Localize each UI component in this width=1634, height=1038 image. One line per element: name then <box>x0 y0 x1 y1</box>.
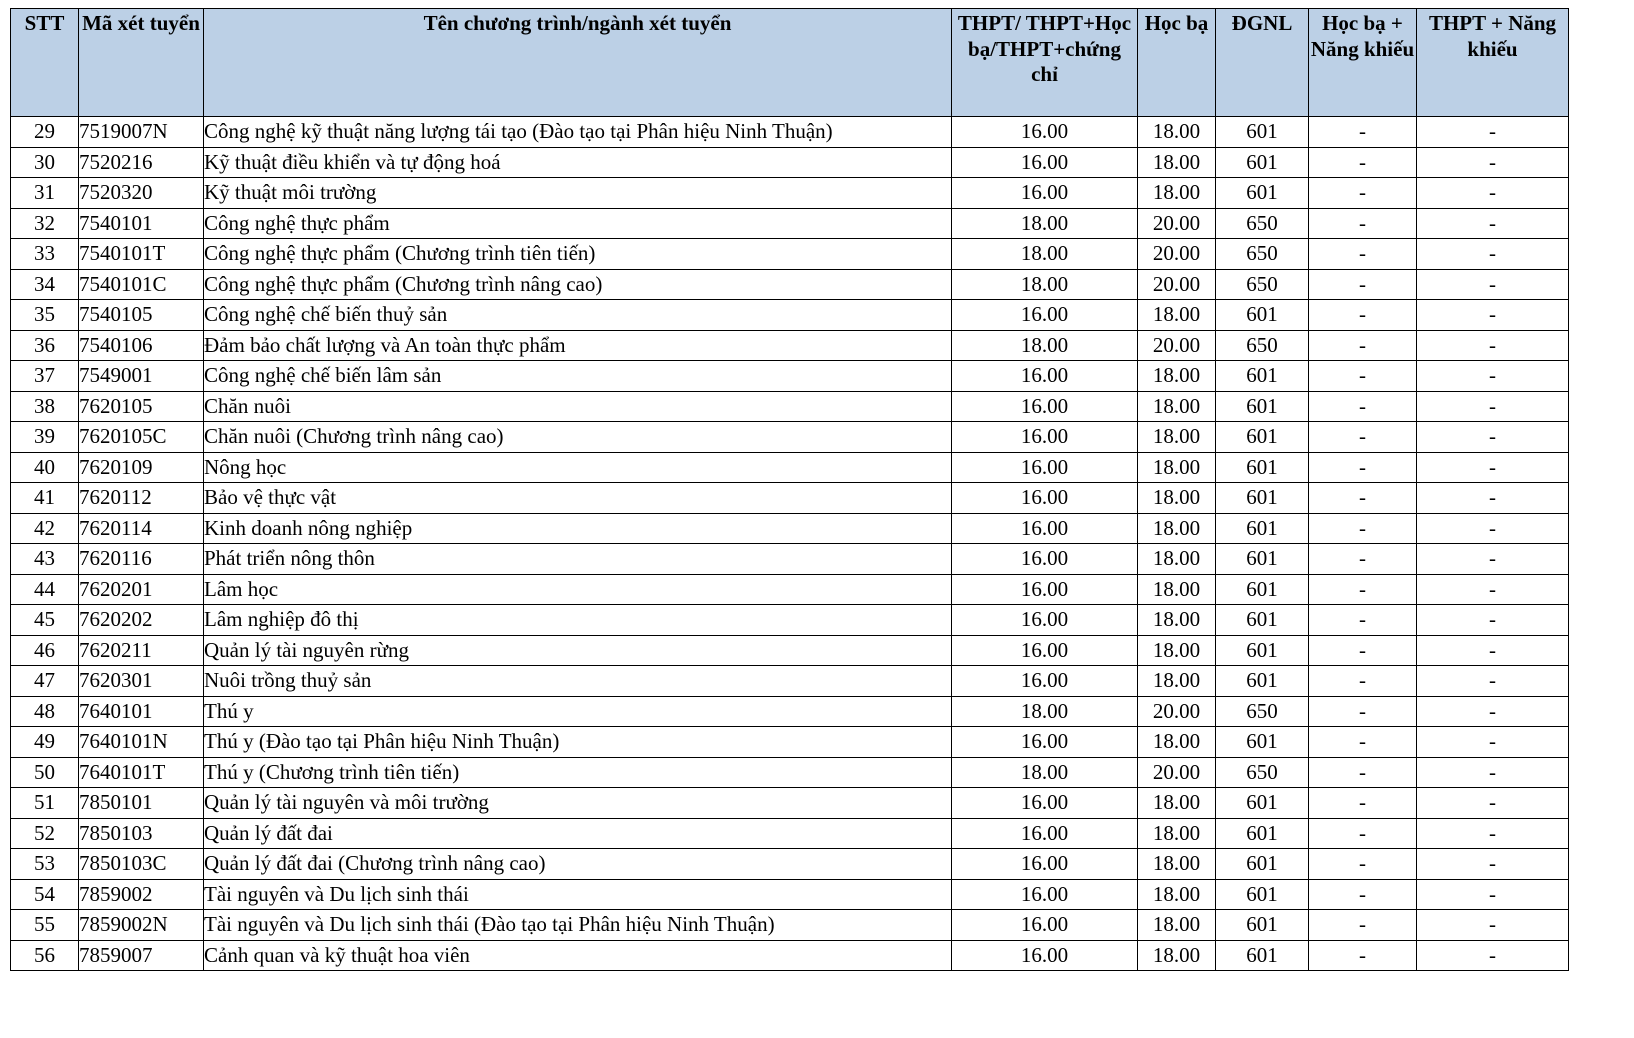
cell-program-name: Cảnh quan và kỹ thuật hoa viên <box>204 940 952 971</box>
cell-hocba-nangkhieu: - <box>1309 361 1417 392</box>
cell-hocba-score: 20.00 <box>1138 239 1216 270</box>
cell-stt: 45 <box>11 605 79 636</box>
cell-hocba-nangkhieu: - <box>1309 605 1417 636</box>
cell-stt: 37 <box>11 361 79 392</box>
table-row <box>11 910 1569 941</box>
table-row <box>11 391 1569 422</box>
cell-dgnl-score: 601 <box>1216 574 1309 605</box>
header-hocba-nangkhieu: Học bạ + Năng khiếu <box>1309 9 1417 117</box>
table-row <box>11 574 1569 605</box>
cell-dgnl-score: 650 <box>1216 696 1309 727</box>
cell-hocba-nangkhieu: - <box>1309 788 1417 819</box>
header-thpt-nangkhieu: THPT + Năng khiếu <box>1417 9 1569 117</box>
cell-stt: 41 <box>11 483 79 514</box>
table-row <box>11 818 1569 849</box>
cell-code: 7850101 <box>79 788 204 819</box>
cell-dgnl-score: 601 <box>1216 544 1309 575</box>
cell-thpt-nangkhieu: - <box>1417 818 1569 849</box>
cell-hocba-nangkhieu: - <box>1309 300 1417 331</box>
cell-code: 7640101 <box>79 696 204 727</box>
cell-thpt-score: 16.00 <box>952 452 1138 483</box>
cell-thpt-nangkhieu: - <box>1417 940 1569 971</box>
cell-hocba-score: 18.00 <box>1138 818 1216 849</box>
cell-program-name: Thú y (Chương trình tiên tiến) <box>204 757 952 788</box>
table-row <box>11 361 1569 392</box>
cell-hocba-nangkhieu: - <box>1309 727 1417 758</box>
cell-hocba-score: 18.00 <box>1138 727 1216 758</box>
cell-thpt-nangkhieu: - <box>1417 239 1569 270</box>
cell-thpt-score: 16.00 <box>952 391 1138 422</box>
cell-stt: 51 <box>11 788 79 819</box>
table-row <box>11 666 1569 697</box>
cell-thpt-nangkhieu: - <box>1417 788 1569 819</box>
cell-thpt-nangkhieu: - <box>1417 849 1569 880</box>
cell-dgnl-score: 601 <box>1216 452 1309 483</box>
cell-thpt-nangkhieu: - <box>1417 727 1569 758</box>
cell-hocba-score: 18.00 <box>1138 513 1216 544</box>
table-row <box>11 147 1569 178</box>
cell-thpt-score: 16.00 <box>952 849 1138 880</box>
cell-code: 7540101 <box>79 208 204 239</box>
cell-hocba-nangkhieu: - <box>1309 544 1417 575</box>
cell-program-name: Bảo vệ thực vật <box>204 483 952 514</box>
cell-hocba-score: 20.00 <box>1138 269 1216 300</box>
cell-dgnl-score: 601 <box>1216 605 1309 636</box>
cell-hocba-score: 18.00 <box>1138 422 1216 453</box>
cell-stt: 39 <box>11 422 79 453</box>
cell-hocba-score: 18.00 <box>1138 666 1216 697</box>
cell-stt: 52 <box>11 818 79 849</box>
cell-dgnl-score: 601 <box>1216 666 1309 697</box>
cell-dgnl-score: 650 <box>1216 208 1309 239</box>
cell-thpt-nangkhieu: - <box>1417 117 1569 148</box>
cell-dgnl-score: 601 <box>1216 422 1309 453</box>
cell-code: 7620202 <box>79 605 204 636</box>
table-row <box>11 757 1569 788</box>
cell-code: 7620201 <box>79 574 204 605</box>
cell-dgnl-score: 650 <box>1216 239 1309 270</box>
cell-thpt-nangkhieu: - <box>1417 574 1569 605</box>
cell-hocba-score: 18.00 <box>1138 391 1216 422</box>
cell-hocba-score: 18.00 <box>1138 147 1216 178</box>
cell-hocba-nangkhieu: - <box>1309 239 1417 270</box>
cell-thpt-score: 16.00 <box>952 544 1138 575</box>
cell-thpt-nangkhieu: - <box>1417 513 1569 544</box>
cell-hocba-nangkhieu: - <box>1309 269 1417 300</box>
cell-hocba-nangkhieu: - <box>1309 635 1417 666</box>
cell-thpt-nangkhieu: - <box>1417 391 1569 422</box>
cell-hocba-nangkhieu: - <box>1309 910 1417 941</box>
cell-stt: 34 <box>11 269 79 300</box>
cell-hocba-score: 18.00 <box>1138 178 1216 209</box>
cell-program-name: Kỹ thuật điều khiển và tự động hoá <box>204 147 952 178</box>
table-header <box>11 9 1569 117</box>
cell-thpt-score: 18.00 <box>952 696 1138 727</box>
table-row <box>11 727 1569 758</box>
cell-dgnl-score: 601 <box>1216 849 1309 880</box>
table-row <box>11 178 1569 209</box>
table-row <box>11 330 1569 361</box>
header-row <box>11 9 1569 117</box>
table-row <box>11 269 1569 300</box>
table-row <box>11 300 1569 331</box>
cell-code: 7540105 <box>79 300 204 331</box>
cell-hocba-nangkhieu: - <box>1309 208 1417 239</box>
cell-program-name: Quản lý tài nguyên và môi trường <box>204 788 952 819</box>
cell-thpt-score: 18.00 <box>952 330 1138 361</box>
cell-stt: 46 <box>11 635 79 666</box>
cell-hocba-nangkhieu: - <box>1309 666 1417 697</box>
cell-hocba-nangkhieu: - <box>1309 147 1417 178</box>
admissions-table <box>10 8 1569 971</box>
cell-program-name: Phát triển nông thôn <box>204 544 952 575</box>
header-hocba: Học bạ <box>1138 9 1216 117</box>
cell-hocba-score: 18.00 <box>1138 910 1216 941</box>
cell-code: 7850103C <box>79 849 204 880</box>
cell-thpt-nangkhieu: - <box>1417 452 1569 483</box>
cell-thpt-nangkhieu: - <box>1417 269 1569 300</box>
cell-thpt-score: 16.00 <box>952 574 1138 605</box>
table-row <box>11 696 1569 727</box>
cell-program-name: Quản lý đất đai <box>204 818 952 849</box>
cell-thpt-nangkhieu: - <box>1417 544 1569 575</box>
cell-dgnl-score: 601 <box>1216 635 1309 666</box>
cell-thpt-score: 16.00 <box>952 361 1138 392</box>
cell-code: 7859007 <box>79 940 204 971</box>
cell-program-name: Công nghệ kỹ thuật năng lượng tái tạo (Đào tạo tại Phân hiệu Ninh Thuận) <box>204 117 952 148</box>
cell-thpt-nangkhieu: - <box>1417 879 1569 910</box>
cell-stt: 49 <box>11 727 79 758</box>
cell-hocba-score: 20.00 <box>1138 757 1216 788</box>
cell-hocba-score: 18.00 <box>1138 544 1216 575</box>
cell-dgnl-score: 601 <box>1216 940 1309 971</box>
cell-thpt-score: 16.00 <box>952 940 1138 971</box>
cell-dgnl-score: 601 <box>1216 117 1309 148</box>
cell-thpt-nangkhieu: - <box>1417 330 1569 361</box>
cell-hocba-score: 20.00 <box>1138 330 1216 361</box>
cell-hocba-score: 18.00 <box>1138 361 1216 392</box>
cell-dgnl-score: 601 <box>1216 361 1309 392</box>
cell-program-name: Chăn nuôi <box>204 391 952 422</box>
cell-thpt-score: 16.00 <box>952 513 1138 544</box>
cell-thpt-nangkhieu: - <box>1417 757 1569 788</box>
table-row <box>11 422 1569 453</box>
cell-hocba-nangkhieu: - <box>1309 879 1417 910</box>
cell-hocba-nangkhieu: - <box>1309 818 1417 849</box>
cell-thpt-score: 16.00 <box>952 727 1138 758</box>
cell-thpt-nangkhieu: - <box>1417 635 1569 666</box>
cell-dgnl-score: 601 <box>1216 178 1309 209</box>
table-row <box>11 544 1569 575</box>
cell-program-name: Tài nguyên và Du lịch sinh thái (Đào tạo tại Phân hiệu Ninh Thuận) <box>204 910 952 941</box>
cell-code: 7549001 <box>79 361 204 392</box>
cell-code: 7620114 <box>79 513 204 544</box>
cell-stt: 54 <box>11 879 79 910</box>
cell-hocba-nangkhieu: - <box>1309 849 1417 880</box>
cell-code: 7640101T <box>79 757 204 788</box>
cell-thpt-score: 18.00 <box>952 269 1138 300</box>
cell-code: 7520320 <box>79 178 204 209</box>
cell-stt: 35 <box>11 300 79 331</box>
cell-stt: 56 <box>11 940 79 971</box>
cell-hocba-score: 18.00 <box>1138 849 1216 880</box>
cell-hocba-score: 18.00 <box>1138 879 1216 910</box>
cell-code: 7620105C <box>79 422 204 453</box>
cell-stt: 55 <box>11 910 79 941</box>
cell-program-name: Nông học <box>204 452 952 483</box>
cell-hocba-nangkhieu: - <box>1309 178 1417 209</box>
cell-thpt-nangkhieu: - <box>1417 483 1569 514</box>
table-row <box>11 788 1569 819</box>
cell-code: 7859002 <box>79 879 204 910</box>
cell-stt: 33 <box>11 239 79 270</box>
cell-thpt-nangkhieu: - <box>1417 605 1569 636</box>
header-dgnl: ĐGNL <box>1216 9 1309 117</box>
cell-thpt-score: 16.00 <box>952 666 1138 697</box>
cell-dgnl-score: 601 <box>1216 910 1309 941</box>
cell-thpt-nangkhieu: - <box>1417 361 1569 392</box>
cell-hocba-score: 18.00 <box>1138 605 1216 636</box>
cell-stt: 29 <box>11 117 79 148</box>
cell-hocba-nangkhieu: - <box>1309 513 1417 544</box>
table-row <box>11 452 1569 483</box>
cell-code: 7620112 <box>79 483 204 514</box>
cell-thpt-nangkhieu: - <box>1417 696 1569 727</box>
cell-thpt-nangkhieu: - <box>1417 422 1569 453</box>
cell-thpt-nangkhieu: - <box>1417 178 1569 209</box>
cell-program-name: Công nghệ thực phẩm <box>204 208 952 239</box>
cell-stt: 32 <box>11 208 79 239</box>
cell-program-name: Công nghệ thực phẩm (Chương trình tiên tiến) <box>204 239 952 270</box>
cell-thpt-score: 16.00 <box>952 818 1138 849</box>
cell-code: 7620301 <box>79 666 204 697</box>
cell-code: 7640101N <box>79 727 204 758</box>
cell-stt: 53 <box>11 849 79 880</box>
cell-hocba-score: 18.00 <box>1138 117 1216 148</box>
cell-program-name: Nuôi trồng thuỷ sản <box>204 666 952 697</box>
cell-dgnl-score: 601 <box>1216 147 1309 178</box>
cell-hocba-score: 18.00 <box>1138 483 1216 514</box>
cell-dgnl-score: 650 <box>1216 269 1309 300</box>
cell-hocba-nangkhieu: - <box>1309 940 1417 971</box>
cell-program-name: Tài nguyên và Du lịch sinh thái <box>204 879 952 910</box>
header-name: Tên chương trình/ngành xét tuyển <box>204 9 952 117</box>
cell-code: 7540106 <box>79 330 204 361</box>
cell-stt: 50 <box>11 757 79 788</box>
cell-code: 7520216 <box>79 147 204 178</box>
cell-hocba-score: 18.00 <box>1138 940 1216 971</box>
cell-thpt-score: 16.00 <box>952 178 1138 209</box>
table-row <box>11 605 1569 636</box>
cell-stt: 47 <box>11 666 79 697</box>
cell-thpt-score: 16.00 <box>952 788 1138 819</box>
cell-hocba-score: 18.00 <box>1138 635 1216 666</box>
cell-stt: 38 <box>11 391 79 422</box>
table-row <box>11 513 1569 544</box>
cell-hocba-nangkhieu: - <box>1309 483 1417 514</box>
header-thpt: THPT/ THPT+Học bạ/THPT+chứng chỉ <box>952 9 1138 117</box>
cell-program-name: Lâm học <box>204 574 952 605</box>
cell-dgnl-score: 601 <box>1216 391 1309 422</box>
cell-stt: 44 <box>11 574 79 605</box>
cell-hocba-score: 20.00 <box>1138 208 1216 239</box>
cell-thpt-score: 18.00 <box>952 239 1138 270</box>
cell-dgnl-score: 650 <box>1216 330 1309 361</box>
cell-thpt-score: 16.00 <box>952 300 1138 331</box>
cell-hocba-nangkhieu: - <box>1309 696 1417 727</box>
cell-thpt-nangkhieu: - <box>1417 208 1569 239</box>
cell-program-name: Lâm nghiệp đô thị <box>204 605 952 636</box>
cell-program-name: Quản lý đất đai (Chương trình nâng cao) <box>204 849 952 880</box>
cell-thpt-score: 16.00 <box>952 117 1138 148</box>
table-row <box>11 849 1569 880</box>
cell-code: 7850103 <box>79 818 204 849</box>
table-row <box>11 239 1569 270</box>
cell-hocba-score: 18.00 <box>1138 300 1216 331</box>
cell-code: 7859002N <box>79 910 204 941</box>
cell-thpt-nangkhieu: - <box>1417 300 1569 331</box>
cell-thpt-score: 16.00 <box>952 147 1138 178</box>
cell-code: 7519007N <box>79 117 204 148</box>
cell-dgnl-score: 601 <box>1216 879 1309 910</box>
cell-program-name: Công nghệ thực phẩm (Chương trình nâng cao) <box>204 269 952 300</box>
cell-program-name: Chăn nuôi (Chương trình nâng cao) <box>204 422 952 453</box>
cell-dgnl-score: 601 <box>1216 513 1309 544</box>
table-row <box>11 879 1569 910</box>
cell-program-name: Đảm bảo chất lượng và An toàn thực phẩm <box>204 330 952 361</box>
cell-code: 7620109 <box>79 452 204 483</box>
cell-hocba-nangkhieu: - <box>1309 117 1417 148</box>
cell-hocba-nangkhieu: - <box>1309 391 1417 422</box>
cell-dgnl-score: 601 <box>1216 727 1309 758</box>
cell-thpt-score: 16.00 <box>952 879 1138 910</box>
cell-program-name: Kinh doanh nông nghiệp <box>204 513 952 544</box>
cell-program-name: Thú y (Đào tạo tại Phân hiệu Ninh Thuận) <box>204 727 952 758</box>
cell-stt: 40 <box>11 452 79 483</box>
cell-code: 7620105 <box>79 391 204 422</box>
cell-code: 7540101T <box>79 239 204 270</box>
header-code: Mã xét tuyển <box>79 9 204 117</box>
table-body <box>11 117 1569 971</box>
cell-hocba-nangkhieu: - <box>1309 330 1417 361</box>
cell-thpt-score: 18.00 <box>952 208 1138 239</box>
cell-stt: 42 <box>11 513 79 544</box>
cell-stt: 31 <box>11 178 79 209</box>
table-row <box>11 117 1569 148</box>
cell-program-name: Kỹ thuật môi trường <box>204 178 952 209</box>
cell-code: 7620116 <box>79 544 204 575</box>
table-row <box>11 940 1569 971</box>
cell-hocba-score: 20.00 <box>1138 696 1216 727</box>
cell-hocba-score: 18.00 <box>1138 788 1216 819</box>
table-row <box>11 208 1569 239</box>
cell-dgnl-score: 601 <box>1216 788 1309 819</box>
cell-hocba-nangkhieu: - <box>1309 452 1417 483</box>
cell-program-name: Quản lý tài nguyên rừng <box>204 635 952 666</box>
cell-dgnl-score: 601 <box>1216 818 1309 849</box>
table-row <box>11 635 1569 666</box>
cell-hocba-score: 18.00 <box>1138 452 1216 483</box>
cell-hocba-nangkhieu: - <box>1309 757 1417 788</box>
cell-dgnl-score: 601 <box>1216 300 1309 331</box>
cell-stt: 30 <box>11 147 79 178</box>
cell-dgnl-score: 601 <box>1216 483 1309 514</box>
cell-thpt-score: 16.00 <box>952 483 1138 514</box>
cell-stt: 36 <box>11 330 79 361</box>
cell-program-name: Thú y <box>204 696 952 727</box>
cell-thpt-nangkhieu: - <box>1417 147 1569 178</box>
cell-thpt-nangkhieu: - <box>1417 910 1569 941</box>
cell-thpt-score: 16.00 <box>952 422 1138 453</box>
header-stt: STT <box>11 9 79 117</box>
cell-stt: 48 <box>11 696 79 727</box>
cell-program-name: Công nghệ chế biến thuỷ sản <box>204 300 952 331</box>
cell-hocba-score: 18.00 <box>1138 574 1216 605</box>
cell-hocba-nangkhieu: - <box>1309 574 1417 605</box>
table-row <box>11 483 1569 514</box>
cell-thpt-nangkhieu: - <box>1417 666 1569 697</box>
cell-code: 7620211 <box>79 635 204 666</box>
cell-dgnl-score: 650 <box>1216 757 1309 788</box>
cell-code: 7540101C <box>79 269 204 300</box>
cell-stt: 43 <box>11 544 79 575</box>
cell-hocba-nangkhieu: - <box>1309 422 1417 453</box>
cell-thpt-score: 18.00 <box>952 757 1138 788</box>
cell-thpt-score: 16.00 <box>952 605 1138 636</box>
cell-thpt-score: 16.00 <box>952 910 1138 941</box>
cell-program-name: Công nghệ chế biến lâm sản <box>204 361 952 392</box>
cell-thpt-score: 16.00 <box>952 635 1138 666</box>
